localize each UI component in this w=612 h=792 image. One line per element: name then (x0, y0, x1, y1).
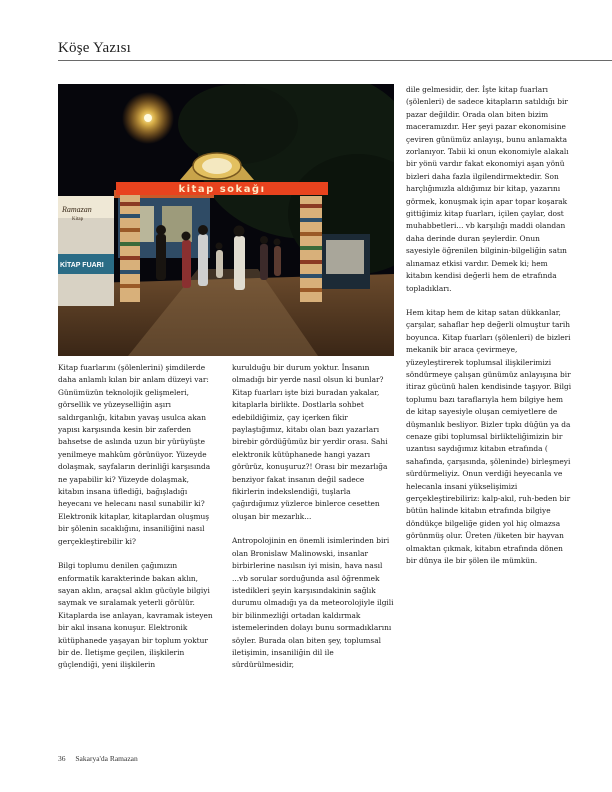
left-book-pillar (120, 194, 140, 302)
text-column-1 (58, 362, 216, 684)
paragraph: dile gelmesidir, der. İşte kitap fuarları (şölenleri) de sadece kitapların satıldığı bir pazar değildir. Orada olan biten bizim maceramızdır. Her şeyi pazar ekonomisine çeviren günümüz anlayışı, bunu anlamakta zorlanıyor. Tabii ki onun ekonomiyle alakalı bir yönü vardır fakat ekonomiyi aşan yönü bizleri daha fazla ilgilendirmektedir. Son harçlığımızla aldığımız bir kitap, yazarını görmek, konuşmak için apar topar koşarak gittiğimiz kitap fuarları, içilen çaylar, dost muhabbetleri... vb karşılığı maddi olandan daha derinde duran şeylerdir. Onun sayesiyle öğrenilen bilginin-bilgeliğin satın alınamaz etkisi vardır. Demek ki; hem kitabın kendisi değerli hem de etrafında topladıkları. (406, 85, 569, 293)
header-divider (58, 60, 612, 61)
page-number: 36 (58, 754, 66, 763)
paragraph: kurulduğu bir durum yoktur. İnsanın olmadığı bir yerde nasıl olsun ki bunlar? Kitap fuarları işte bizi buradan yakalar, kitaplarla birlikte. Dostlarla sohbet edebildiğimiz, çay içerken fikir paylaştığımız, kitabı olan bazı yazarları birebir gördüğümüz bir yerdir orası. Sahi elektronik kütüphanede hangi yazarı görürüz, konuşuruz?! Orası bir mezarlığa benziyor fakat insanın değil sadece fikirlerin indekslendiği, tuşlarla çağırdığımız yüzlerce binlerce cesetten oluşan bir mezarlık... (232, 363, 388, 521)
text-column-2 (232, 362, 394, 684)
section-title: Köşe Yazısı (58, 40, 132, 56)
text-column-3 (406, 84, 574, 579)
paragraph: Kitap fuarlarını (şölenlerini) şimdilerde daha anlamlı kılan bir anlam düzeyi var: Günümüzün teknolojik gelişmeleri, görsellik ve yüzeyselliğin aşırı saldırganlığı, kitabın yavaş usulca akan yapısı karşısında kesin bir zaferden bahsetse de aslında uzun bir yürüyüşte yenilmeye mahkûm görünüyor. Yüzeyde dolaşmak, sayfaların derinliği karşısında ne yapabilir ki? Yüzeyde dolaşmak, kitabın insana üflediği, bağışladığı heyecanı ve helecanı nasıl sunabilir ki? Elektronik kitaplar, kitaplardan oluşmuş bir şölenin sıcaklığını, insaniliğini nasıl gerçekleştirebilir ki? (58, 363, 211, 546)
paragraph: Bilgi toplumu denilen çağımızın enformatik karakterinde bakan aklın, sayan aklın, araçsal aklın gücüyle bilgiyi saymak ve sıralamak yeterli görülür. Kitaplarda ise anlayan, kavramak isteyen bir akıl insana konuşur. Elektronik kütüphanede yaşayan bir toplum yoktur bir de. İletişme geçilen, ilişkilerin güçlendiği, yeni ilişkilerin (58, 561, 213, 670)
kitap-fuari-banner: KİTAP FUARI (60, 262, 104, 269)
book-street-photo (58, 84, 394, 356)
publication-name: Sakarya'da Ramazan (75, 754, 138, 763)
kitap-sign: Kitap (72, 217, 84, 222)
paragraph: Antropolojinin en önemli isimlerinden biri olan Bronislaw Malinowski, insanlar birbirlerine nasılsın iyi misin, hava nasıl ...vb sorular sorduğunda asıl öğrenmek istedikleri şeyin karşısındakinin sağlık durumu olmadığı ya da meteorolojiyle ilgili bir bilinmezliği ortadan kaldırmak istemelerinden dolayı bunu sormadıklarını söyler. Burada olan biten şey, toplumsal iletişimin, insaniliğin dil ile sürdürülmesidir, (232, 536, 394, 670)
ramazan-sign: Ramazan (62, 205, 92, 214)
arch-sign-text: kitap sokağı (178, 184, 266, 195)
right-book-pillar (300, 196, 322, 302)
page-footer (58, 754, 138, 763)
paragraph: Hem kitap hem de kitap satan dükkanlar, çarşılar, sahaflar hep değerli olmuştur tarih boyunca. Kitap fuarları (şölenleri) de bizleri mekanik bir araca çevirmeye, yüzeyleştirerek toplumsal ilişkilerimizi söndürmeye çalışan günümüz anlayışına bir itiraz gücünü halen kendisinde taşıyor. Bilgi toplumu bazı taraflarıyla hem bilgiye hem de kitap sayesiyle oluşan cemiyetlere de düşmanlık besliyor. Bizler tıpkı düğün ya da cenaze gibi toplumsal birlikteliğimizin bir uzantısı saydığımız kitabın etrafında ( sahafında, çarşısında, şöleninde) birleşmeyi sürdürmeliyiz. Onun verdiği heyecanla ve helecanla insani yükselişimizi gerçekleştirebiliriz: kalp-akıl, ruh-beden bir bütün halinde kitabın etrafında bilgiye döndükçe bilgeliğe giden yol hiç olmazsa görünmüş olur. Üreten /üketen bir hayvan olmaktan çıkmak, kitabın etrafında dönen bir dünya ile bir şölen ile mümkün. (406, 307, 572, 566)
